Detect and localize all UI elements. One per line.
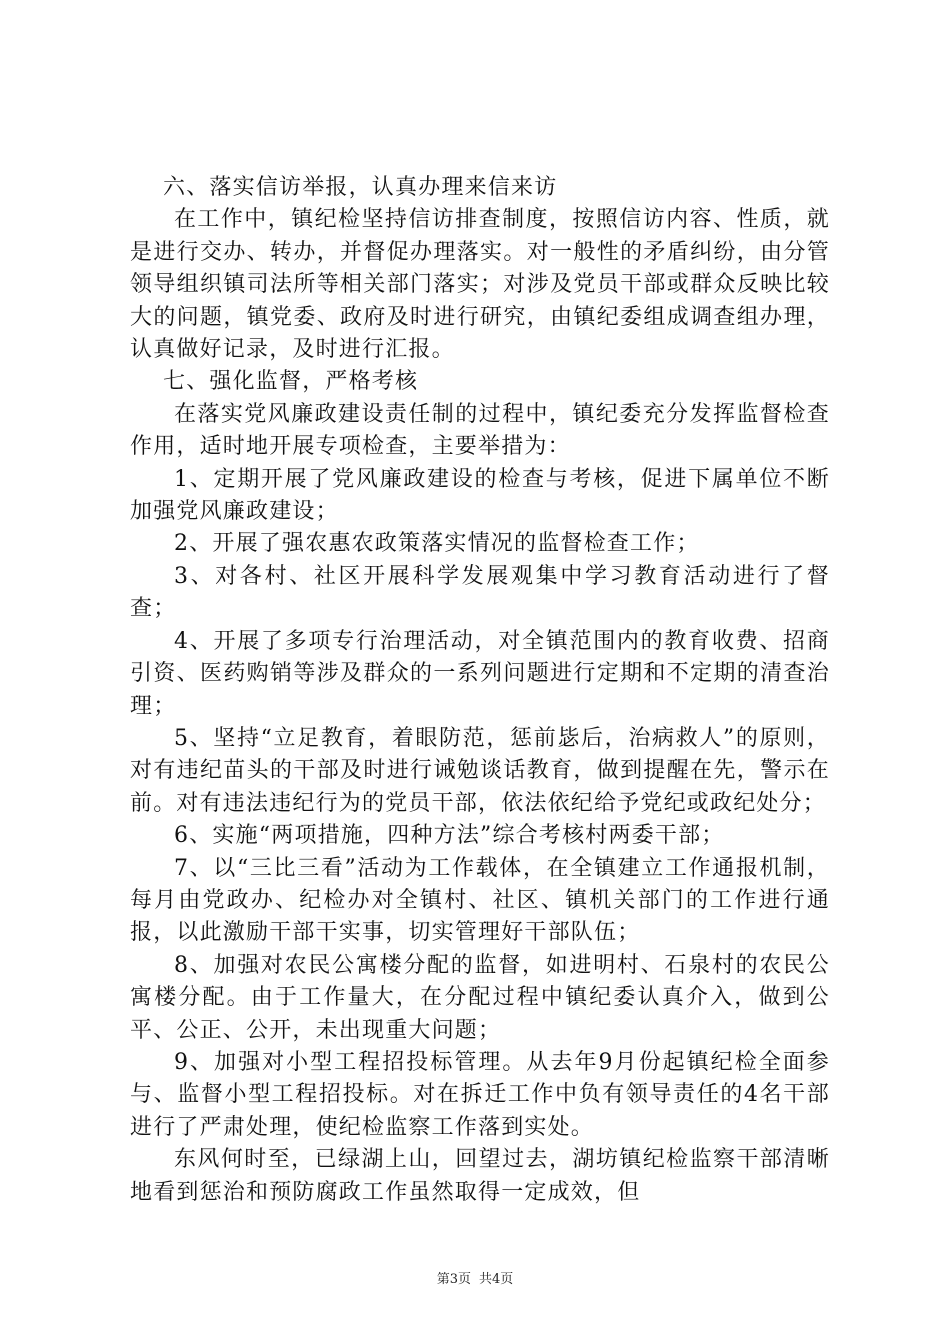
list-item: 9、加强对小型工程招投标管理。从去年9月份起镇纪检全面参与、监督小型工程招投标。对在拆迁工作中负有领导责任的4名干部进行了严肃处理，使纪检监察工作落到实处。 — [130, 1049, 830, 1140]
document-body — [130, 172, 830, 1209]
page-total: 共4页 — [479, 1272, 514, 1287]
paragraph: 在工作中，镇纪检坚持信访排查制度，按照信访内容、性质，就是进行交办、转办，并督促办理落实。对一般性的矛盾纠纷，由分管领导组织镇司法所等相关部门落实；对涉及党员干部或群众反映比较大的问题，镇党委、政府及时进行研究，由镇纪委组成调查组办理，认真做好记录，及时进行汇报。 — [130, 207, 830, 363]
list-item: 1、定期开展了党风廉政建设的检查与考核，促进下属单位不断加强党风廉政建设； — [130, 466, 830, 525]
section-heading-6: 六、落实信访举报，认真办理来信来访 — [163, 175, 558, 200]
list-item: 5、坚持“立足教育，着眼防范，惩前毖后，治病救人”的原则，对有违纪苗头的干部及时进行诫勉谈话教育，做到提醒在先，警示在前。对有违法违纪行为的党员干部，依法依纪给予党纪或政纪处分； — [130, 725, 830, 816]
list-item: 4、开展了多项专行治理活动，对全镇范围内的教育收费、招商引资、医药购销等涉及群众的一系列问题进行定期和不定期的清查治理； — [130, 628, 830, 719]
list-item: 6、实施“两项措施，四种方法”综合考核村两委干部； — [174, 823, 725, 849]
page-footer — [0, 1268, 950, 1287]
list-item: 8、加强对农民公寓楼分配的监督，如进明村、石泉村的农民公寓楼分配。由于工作量大，在分配过程中镇纪委认真介入，做到公平、公正、公开，未出现重大问题； — [130, 952, 830, 1043]
list-item: 7、以“三比三看”活动为工作载体，在全镇建立工作通报机制，每月由党政办、纪检办对全镇村、社区、镇机关部门的工作进行通报，以此激励干部干实事，切实管理好干部队伍； — [130, 855, 830, 946]
page-number: 第3页 — [436, 1272, 471, 1287]
paragraph: 在落实党风廉政建设责任制的过程中，镇纪委充分发挥监督检查作用，适时地开展专项检查，主要举措为： — [130, 401, 830, 460]
section-heading-7: 七、强化监督，严格考核 — [163, 369, 419, 395]
list-item: 3、对各村、社区开展科学发展观集中学习教育活动进行了督查； — [130, 563, 830, 622]
list-item: 2、开展了强农惠农政策落实情况的监督检查工作； — [174, 531, 700, 557]
closing-paragraph: 东风何时至，已绿湖上山，回望过去，湖坊镇纪检监察干部清晰地看到惩治和预防腐政工作虽然取得一定成效，但 — [130, 1147, 830, 1205]
